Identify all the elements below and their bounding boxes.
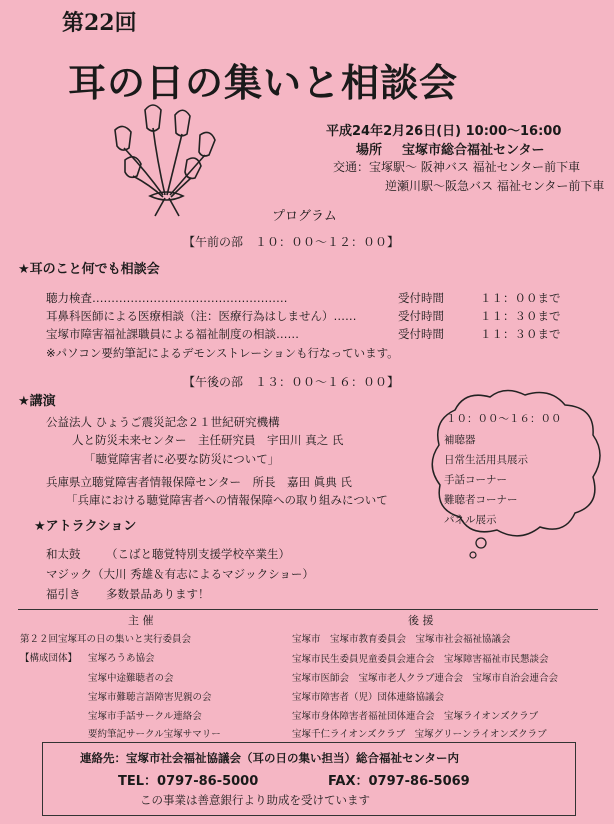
morning-item-hearing-test-until: １１：００まで <box>480 291 561 305</box>
contact-line: 連絡先：宝塚市社会福祉協議会（耳の日の集い担当）総合福祉センター内 <box>80 751 460 765</box>
attraction-name-3: 福引き <box>46 587 81 601</box>
funding-note: この事業は善意銀行より助成を受けています <box>140 793 370 807</box>
access-line-2: 逆瀬川駅～阪急バス 福祉センター前下車 <box>385 179 605 193</box>
organizer-member-5: 要約筆記サークル宝塚サマリー <box>88 729 221 740</box>
venue-label: 場所 <box>356 143 383 158</box>
supporter-line-1: 宝塚市 宝塚市教育委員会 宝塚市社会福祉協議会 <box>292 634 511 645</box>
program-heading: プログラム <box>272 209 337 224</box>
organizers-members-label: 【構成団体】 <box>20 653 78 664</box>
attraction-desc-1: （こばと聴覚特別支援学校卒業生） <box>106 547 290 561</box>
organizers-heading: 主 催 <box>128 614 154 627</box>
afternoon-heading: 【午後の部 １３：００～１６：００】 <box>183 375 400 389</box>
attraction-name-2: マジック <box>46 567 92 581</box>
consultation-section-title: ★耳のこと何でも相談会 <box>18 262 160 277</box>
edition-label: 第22回 <box>62 10 137 36</box>
morning-item-ent-consult-recv: 受付時間 <box>398 309 444 323</box>
morning-item-hearing-test-recv: 受付時間 <box>398 291 444 305</box>
exhibition-item-5: パネル展示 <box>444 514 497 526</box>
morning-item-hearing-test <box>46 290 288 306</box>
exhibition-item-2: 日常生活用具展示 <box>444 454 528 466</box>
contact-tel: TEL：0797-86-5000 <box>118 774 259 789</box>
exhibition-item-1: 補聴器 <box>444 434 476 446</box>
divider-line <box>18 609 598 610</box>
exhibition-item-4: 難聴者コーナー <box>444 494 518 506</box>
morning-heading: 【午前の部 １０：００～１２：００】 <box>183 235 400 249</box>
supporter-line-5: 宝塚市身体障害者福祉団体連合会 宝塚ライオンズクラブ <box>292 711 539 722</box>
organizer-member-1: 宝塚ろうあ協会 <box>88 653 155 664</box>
contact-fax: FAX：0797-86-5069 <box>328 774 470 789</box>
lecture1-speaker: 人と防災未来センター 主任研究員 宇田川 真之 氏 <box>72 433 344 447</box>
supporter-line-4: 宝塚市障害者（児）団体連絡協議会 <box>292 692 445 703</box>
morning-item-welfare-consult-until: １１：３０まで <box>480 327 561 341</box>
supporter-line-6: 宝塚千仁ライオンズクラブ 宝塚グリーンライオンズクラブ <box>292 729 547 740</box>
morning-note: ※パソコン要約筆記によるデモンストレーションも行なっています。 <box>46 346 399 360</box>
attraction-desc-3: 多数景品あります！ <box>106 587 210 601</box>
lecture2-speaker: 兵庫県立聴覚障害者情報保障センター 所長 嘉田 眞典 氏 <box>46 475 352 489</box>
lecture1-topic: 「聴覚障害者に必要な防災について」 <box>84 452 280 466</box>
supporters-heading: 後 援 <box>408 614 434 627</box>
lecture-section-title: ★講演 <box>18 394 56 409</box>
attraction-name-1: 和太鼓 <box>46 547 81 561</box>
venue-name: 宝塚市総合福祉センター <box>402 143 545 158</box>
page-title: 耳の日の集いと相談会 <box>68 61 459 105</box>
item-label: 聴力検査…………………………………………… <box>46 291 288 305</box>
flower-bouquet-illustration <box>95 100 240 218</box>
organizer-member-4: 宝塚市手話サークル連絡会 <box>88 711 202 722</box>
exhibition-item-3: 手話コーナー <box>444 474 507 486</box>
lecture1-org: 公益法人 ひょうご震災記念２１世紀研究機構 <box>46 415 280 429</box>
exhibition-time: １０：００～１６：００ <box>446 413 562 425</box>
morning-item-welfare-consult-recv: 受付時間 <box>398 327 444 341</box>
morning-item-ent-consult: 耳鼻科医師による医療相談（注：医療行為はしません）…… <box>46 309 357 323</box>
supporter-line-3: 宝塚市医師会 宝塚市老人クラブ連合会 宝塚市自治会連合会 <box>292 673 559 684</box>
morning-item-ent-consult-until: １１：３０まで <box>480 309 561 323</box>
event-datetime: 平成24年2月26日(日) 10:00～16:00 <box>326 124 562 139</box>
organizer-member-2: 宝塚中途難聴者の会 <box>88 673 174 684</box>
lecture2-topic: 「兵庫における聴覚障害者への情報保障への取り組みについて <box>66 493 388 507</box>
morning-item-welfare-consult: 宝塚市障害福祉課職員による福祉制度の相談…… <box>46 327 299 341</box>
access-line-1: 交通：宝塚駅～ 阪神バス 福祉センター前下車 <box>333 160 581 174</box>
organizer-member-3: 宝塚市難聴言語障害児親の会 <box>88 692 212 703</box>
attraction-desc-2: （大川 秀雄＆有志によるマジックショー） <box>92 567 314 581</box>
supporter-line-2: 宝塚市民生委員児童委員会連合会 宝塚障害福祉市民懇談会 <box>292 654 549 665</box>
organizers-main: 第２２回宝塚耳の日の集いと実行委員会 <box>20 634 192 645</box>
attraction-section-title: ★アトラクション <box>34 519 137 534</box>
